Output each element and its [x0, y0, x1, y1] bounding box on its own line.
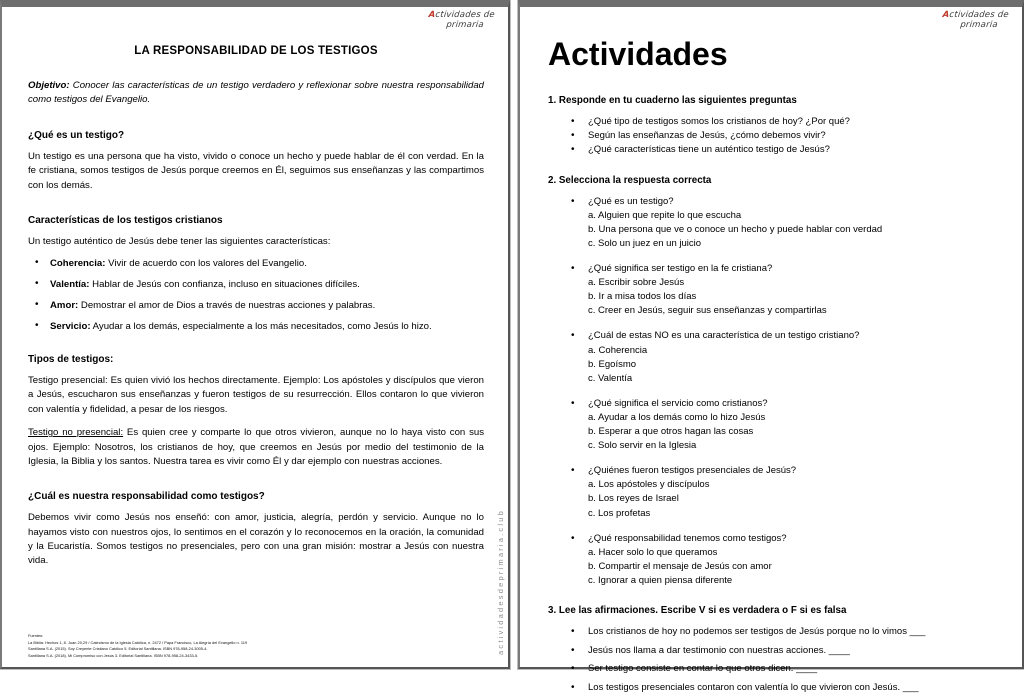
non-eyewitness-text: Es quien cree y comparte lo que otros vivieron, aunque no lo haya visto con sus ojos. Ejemplo: Nosotros, los cristianos de hoy, que creemos en Jesús por medio del testimonio de la Iglesia, la Biblia y los santos. Nuestra tarea es vivir como Él y dar ejemplo con nuestras acciones. [28, 427, 484, 467]
heading-types-of-witnesses: Tipos de testigos: [28, 353, 114, 365]
question-text: ¿Qué es un testigo? [588, 195, 674, 207]
characteristic-term: Valentía: [50, 279, 90, 291]
objective-paragraph [28, 79, 484, 108]
heading-what-is-a-witness: ¿Qué es un testigo? [28, 129, 125, 141]
characteristic-term: Amor: [50, 300, 79, 312]
characteristic-term: Servicio: [50, 321, 91, 333]
characteristic-desc: Hablar de Jesús con confianza, incluso en situaciones difíciles. [89, 279, 360, 291]
characteristic-desc: Ayudar a los demás, especialmente a los más necesitados, como Jesús lo hizo. [90, 321, 432, 333]
answer-option[interactable]: b. Una persona que ve o conoce un hecho y puede hablar con verdad [588, 223, 883, 235]
answer-option[interactable]: c. Ignorar a quien piensa diferente [588, 574, 733, 586]
section-2-heading: 2. Selecciona la respuesta correcta [548, 174, 712, 186]
list-item [28, 257, 484, 271]
list-item[interactable]: • Los cristianos de hoy no podemos ser testigos de Jesús porque no lo vimos ___ [570, 625, 996, 639]
characteristic-term: Coherencia: [50, 258, 106, 270]
sources-footer [28, 633, 482, 659]
eyewitness-label: Testigo presencial: [28, 374, 108, 386]
page-left [0, 0, 510, 669]
objective-text: Conocer las características de un testigo verdadero y reflexionar sobre nuestra responsabilidad como testigos del Evangelio. [28, 80, 484, 106]
answer-option[interactable]: b. Compartir el mensaje de Jesús con amor [588, 560, 772, 572]
sources-line: La Biblia: Hechos 1, 8. Juan 20,29 / Catecismo de la Iglesia Católica, n. 2472 / Papa Francisco, La Alegría del Evangelio n. 119 [28, 640, 248, 646]
sources-heading: Fuentes: [28, 633, 44, 639]
paragraph-eyewitness [28, 374, 484, 417]
non-eyewitness-label: Testigo no presencial: [28, 427, 124, 439]
section-1-heading: 1. Responde en tu cuaderno las siguientes preguntas [548, 94, 797, 106]
list-item[interactable]: • Ser testigo consiste en contar lo que otros dicen. ____ [570, 662, 996, 676]
brand-line-1-rest: ctividades de [434, 10, 496, 20]
brand-line-2: primaria [959, 19, 999, 30]
sources-line: Santillana S.A. (2018). Mi Compromiso con Jesús 3. Editorial Santillana. ISBN 978-958-24-3433-5. [28, 652, 199, 658]
list-item [570, 195, 996, 251]
paragraph-non-eyewitness [28, 426, 484, 469]
page-right-content [520, 7, 1022, 694]
list-item [570, 532, 996, 588]
eyewitness-text: Es quien vivió los hechos directamente. Ejemplo: Los apóstoles y discípulos que vieron a Jesús, escucharon sus enseñanzas y fueron testigos de su resurrección. Ellos contaron lo que vivieron con valentía y fidelidad, a pesar de los riesgos. [28, 374, 485, 415]
characteristic-desc: Demostrar el amor de Dios a través de nuestras acciones y palabras. [78, 300, 376, 312]
answer-option[interactable]: b. Ir a misa todos los días [588, 291, 697, 303]
brand-line-1-rest: ctividades de [948, 10, 1010, 20]
paragraph-our-responsibility: Debemos vivir como Jesús nos enseñó: con amor, justicia, alegría, perdón y servicio. Aunque no lo hayamos visto con nuestros ojos, lo sentimos en el corazón y lo reconocemos en la oración, la comunidad y la Eucaristía. Somos testigos no presenciales, pero con una gran misión: mostrar a Jesús con nuestra vida. [28, 512, 484, 567]
question-text: ¿Qué responsabilidad tenemos como testigos? [588, 532, 787, 544]
list-item [570, 262, 996, 318]
answer-option[interactable]: a. Los apóstoles y discípulos [588, 479, 710, 491]
answer-option[interactable]: a. Hacer solo lo que queramos [588, 546, 718, 558]
question-text: ¿Qué significa el servicio como cristianos? [588, 397, 768, 409]
answer-option[interactable]: c. Valentía [588, 372, 633, 384]
objective-label: Objetivo: [28, 80, 70, 91]
brand-accent-letter: A [427, 10, 436, 20]
heading-our-responsibility: ¿Cuál es nuestra responsabilidad como testigos? [28, 491, 265, 503]
list-item [28, 299, 484, 313]
answer-option[interactable]: c. Los profetas [588, 507, 651, 519]
brand-accent-letter: A [941, 10, 950, 20]
paragraph-what-is-a-witness: Un testigo es una persona que ha visto, vivido o conoce un hecho y puede hablar de él con verdad. En la fe cristiana, somos testigos de Jesús porque creemos en Él, seguimos sus enseñanzas y las compartimos con los demás. [28, 150, 484, 191]
list-item[interactable]: • Los testigos presenciales contaron con valentía lo que vivieron con Jesús. ___ [570, 681, 996, 695]
answer-option[interactable]: b. Egoísmo [588, 358, 637, 370]
list-item [28, 278, 484, 292]
section-3-statement-list [548, 625, 996, 695]
list-item [570, 464, 996, 520]
list-item: • ¿Qué tipo de testigos somos los cristianos de hoy? ¿Por qué? [570, 115, 996, 129]
brand-logo [941, 11, 1009, 31]
section-2-question-list [548, 195, 996, 588]
answer-option[interactable]: c. Creer en Jesús, seguir sus enseñanzas y compartirlas [588, 305, 827, 317]
section-3-heading: 3. Lee las afirmaciones. Escribe V si es verdadera o F si es falsa [548, 604, 847, 616]
answer-option[interactable]: c. Solo un juez en un juicio [588, 237, 702, 249]
page-left-content [2, 7, 508, 667]
characteristic-desc: Vivir de acuerdo con los valores del Evangelio. [105, 258, 307, 270]
list-item [570, 329, 996, 385]
website-watermark: actividadesdeprimaria.club [496, 509, 505, 655]
activities-title: Actividades [548, 36, 728, 73]
answer-option[interactable]: a. Coherencia [588, 344, 648, 356]
question-text: ¿Quiénes fueron testigos presenciales de Jesús? [588, 465, 797, 477]
paragraph-characteristics-lead: Un testigo auténtico de Jesús debe tener las siguientes características: [28, 235, 331, 247]
answer-option[interactable]: b. Los reyes de Israel [588, 493, 679, 505]
sources-line: Santillana S.A. (2015). Soy Creyente Cristiano Católico 5. Editorial Santillana. ISBN 978-958-24-3005-4. [28, 646, 208, 652]
answer-option[interactable]: a. Ayudar a los demás como lo hizo Jesús [588, 412, 766, 424]
list-item[interactable]: • Jesús nos llama a dar testimonio con nuestras acciones. ____ [570, 644, 996, 658]
question-text: ¿Qué significa ser testigo en la fe cristiana? [588, 263, 773, 275]
brand-line-2: primaria [445, 19, 485, 30]
answer-option[interactable]: a. Escribir sobre Jesús [588, 277, 685, 289]
question-text: ¿Cuál de estas NO es una característica de un testigo cristiano? [588, 330, 860, 342]
list-item: • Según las enseñanzas de Jesús, ¿cómo debemos vivir? [570, 129, 996, 143]
brand-logo [427, 11, 495, 31]
answer-option[interactable]: a. Alguien que repite lo que escucha [588, 209, 742, 221]
heading-characteristics: Características de los testigos cristianos [28, 214, 223, 226]
page-title: LA RESPONSABILIDAD DE LOS TESTIGOS [134, 45, 378, 57]
answer-option[interactable]: b. Esperar a que otros hagan las cosas [588, 426, 754, 438]
list-item: • ¿Qué características tiene un auténtico testigo de Jesús? [570, 143, 996, 157]
characteristics-list [28, 257, 484, 334]
list-item [28, 320, 484, 334]
section-1-question-list [548, 115, 996, 158]
page-right [518, 0, 1024, 694]
list-item [570, 397, 996, 453]
answer-option[interactable]: c. Solo servir en la Iglesia [588, 440, 697, 452]
